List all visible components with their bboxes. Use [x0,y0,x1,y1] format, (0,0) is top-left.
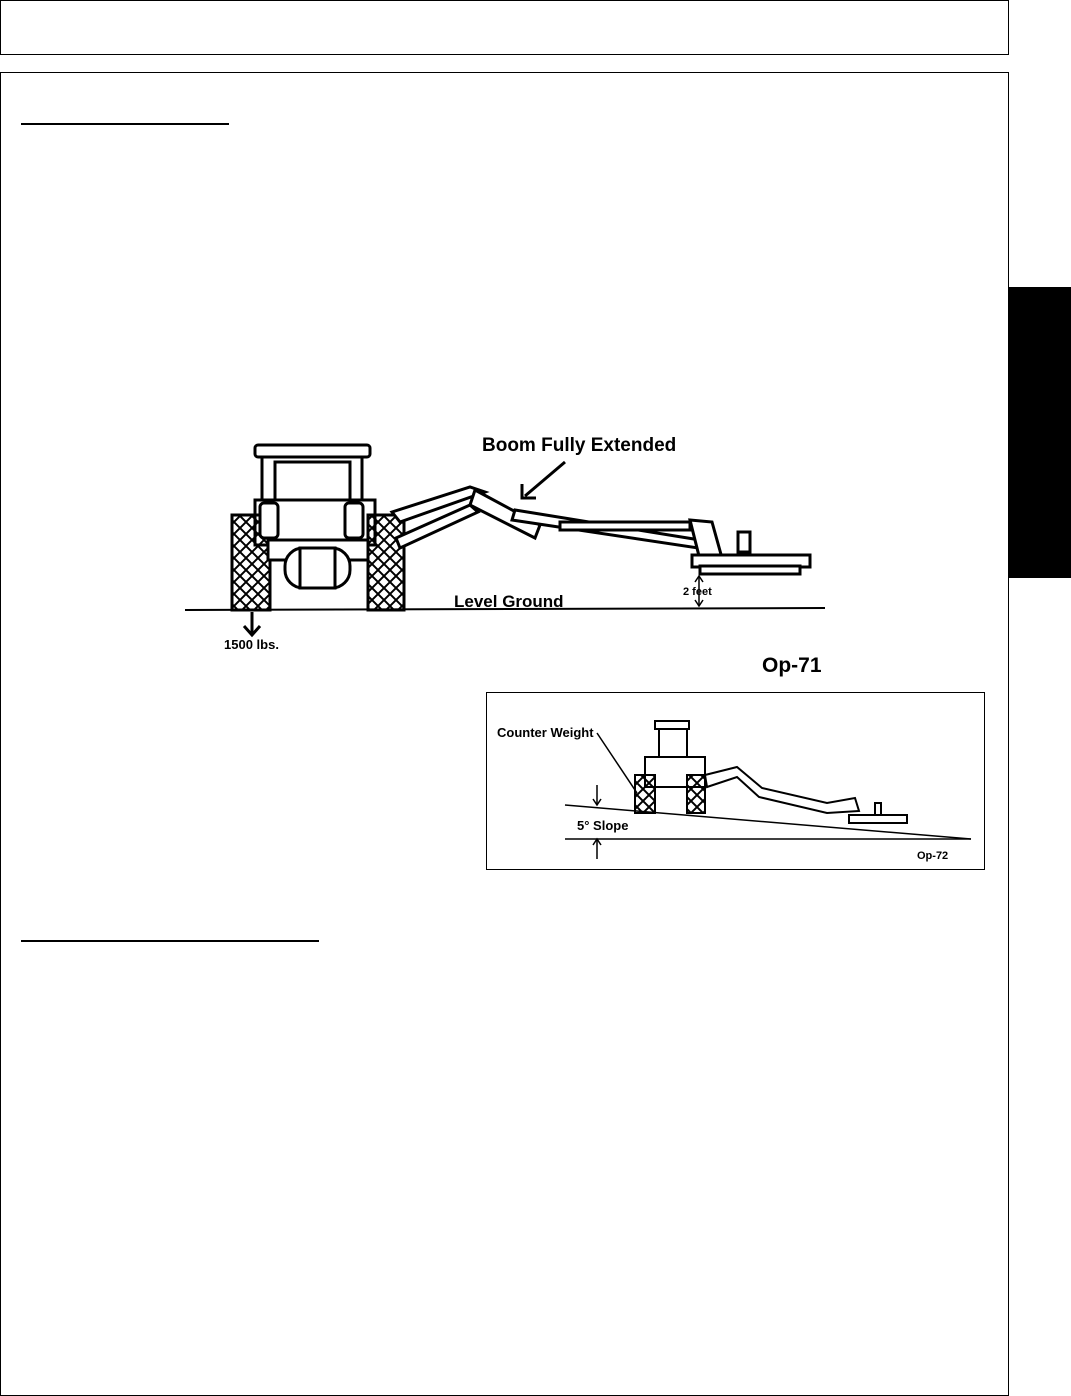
counterweight-leader-line [597,733,637,793]
boom-arm-illustration [392,487,722,560]
tractor-illustration [232,445,404,610]
figure-op72-slope [487,693,984,869]
section-heading-underline-1 [21,123,229,125]
figure-op72-frame [486,692,985,870]
counter-weight-label: Counter Weight [497,725,594,740]
section-heading-underline-2 [21,940,319,942]
page-header-box [0,0,1009,55]
weight-label: 1500 lbs. [224,637,279,652]
two-feet-label: 2 feet [683,586,712,598]
section-tab-marker [1009,287,1071,578]
figure-op71-id: Op-71 [762,654,822,677]
boom-pointer-arrow [525,462,565,496]
figure-op72-id: Op-72 [917,850,949,862]
level-ground-label: Level Ground [454,592,564,611]
boom-fully-extended-label: Boom Fully Extended [482,435,677,456]
five-degree-slope-label: 5° Slope [577,818,629,833]
figure-op71-boom-extended [180,425,840,680]
tractor-on-slope-illustration [635,721,907,823]
